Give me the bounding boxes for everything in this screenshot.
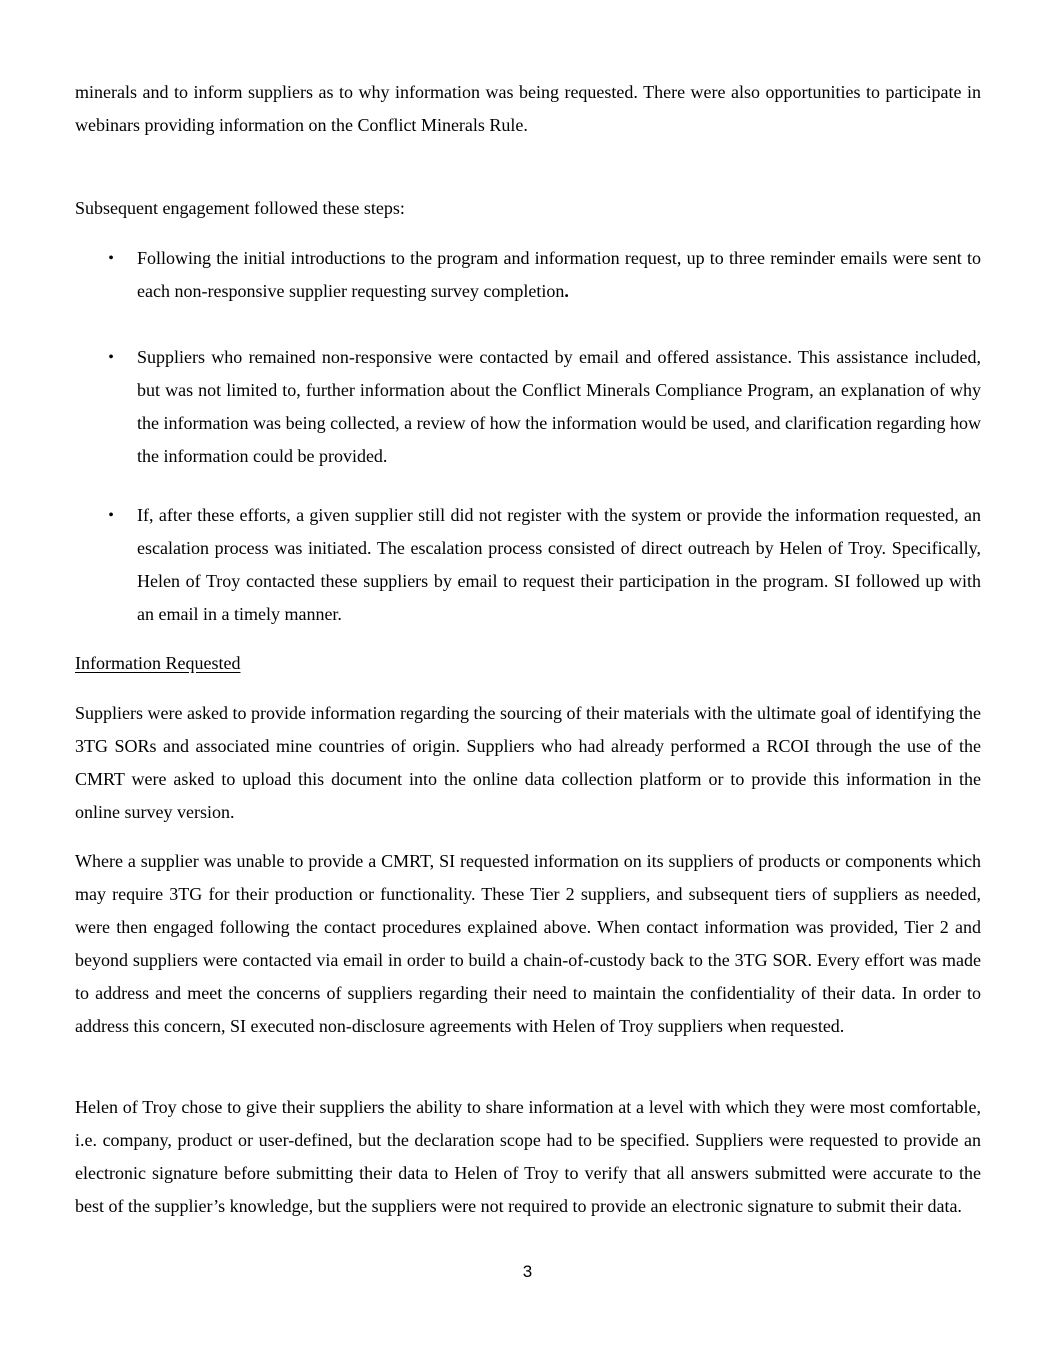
step-2-text: Suppliers who remained non-responsive were contacted by email and offered assistance. This assistance included, but was not limited to, further information about the Conflict Minerals Compliance Program, an explanation of why the information was being collected, a review of how the information would be used, and clarification regarding how the information could be provided. — [137, 347, 981, 466]
steps-lead-in: Subsequent engagement followed these steps: — [75, 198, 405, 218]
step-1-text — [137, 242, 981, 308]
paragraph-sourcing: Suppliers were asked to provide information regarding the sourcing of their materials with the ultimate goal of identifying the 3TG SORs and associated mine countries of origin. Suppliers who had already performed a RCOI through the use of the CMRT were asked to upload this document into the online data collection platform or to provide this information in the online survey version. — [75, 703, 981, 822]
step-3-text: If, after these efforts, a given supplier still did not register with the system or provide the information requested, an escalation process was initiated. The escalation process consisted of direct outreach by Helen of Troy. Specifically, Helen of Troy contacted these suppliers by email to request their participation in the program. SI followed up with an email in a timely manner. — [137, 505, 981, 624]
step-1-end-mark: . — [564, 281, 569, 301]
paragraph-cmrt: Where a supplier was unable to provide a CMRT, SI requested information on its suppliers of products or components which may require 3TG for their production or functionality. These Tier 2 suppliers, and subsequent tiers of suppliers as needed, were then engaged following the contact procedures explained above. When contact information was provided, Tier 2 and beyond suppliers were contacted via email in order to build a chain-of-custody back to the 3TG SOR. Every effort was made to address and meet the concerns of suppliers regarding their need to maintain the confidentiality of their data. In order to address this concern, SI executed non-disclosure agreements with Helen of Troy suppliers when requested. — [75, 851, 981, 1036]
paragraph-signature: Helen of Troy chose to give their suppliers the ability to share information at a level with which they were most comfortable, i.e. company, product or user-defined, but the declaration scope had to be specified. Suppliers were requested to provide an electronic signature before submitting their data to Helen of Troy to verify that all answers submitted were accurate to the best of the supplier’s knowledge, but the suppliers were not required to provide an electronic signature to submit their data. — [75, 1097, 981, 1216]
page-number: 3 — [522, 1262, 533, 1281]
bullet-icon: • — [108, 250, 114, 267]
bullet-icon: • — [108, 507, 114, 524]
intro-paragraph: minerals and to inform suppliers as to why information was being requested. There were also opportunities to participate in webinars providing information on the Conflict Minerals Rule. — [75, 82, 981, 135]
section-heading: Information Requested — [75, 653, 241, 673]
step-1-body: Following the initial introductions to the program and information request, up to three reminder emails were sent to each non-responsive supplier requesting survey completion — [137, 248, 981, 301]
bullet-icon: • — [108, 349, 114, 366]
